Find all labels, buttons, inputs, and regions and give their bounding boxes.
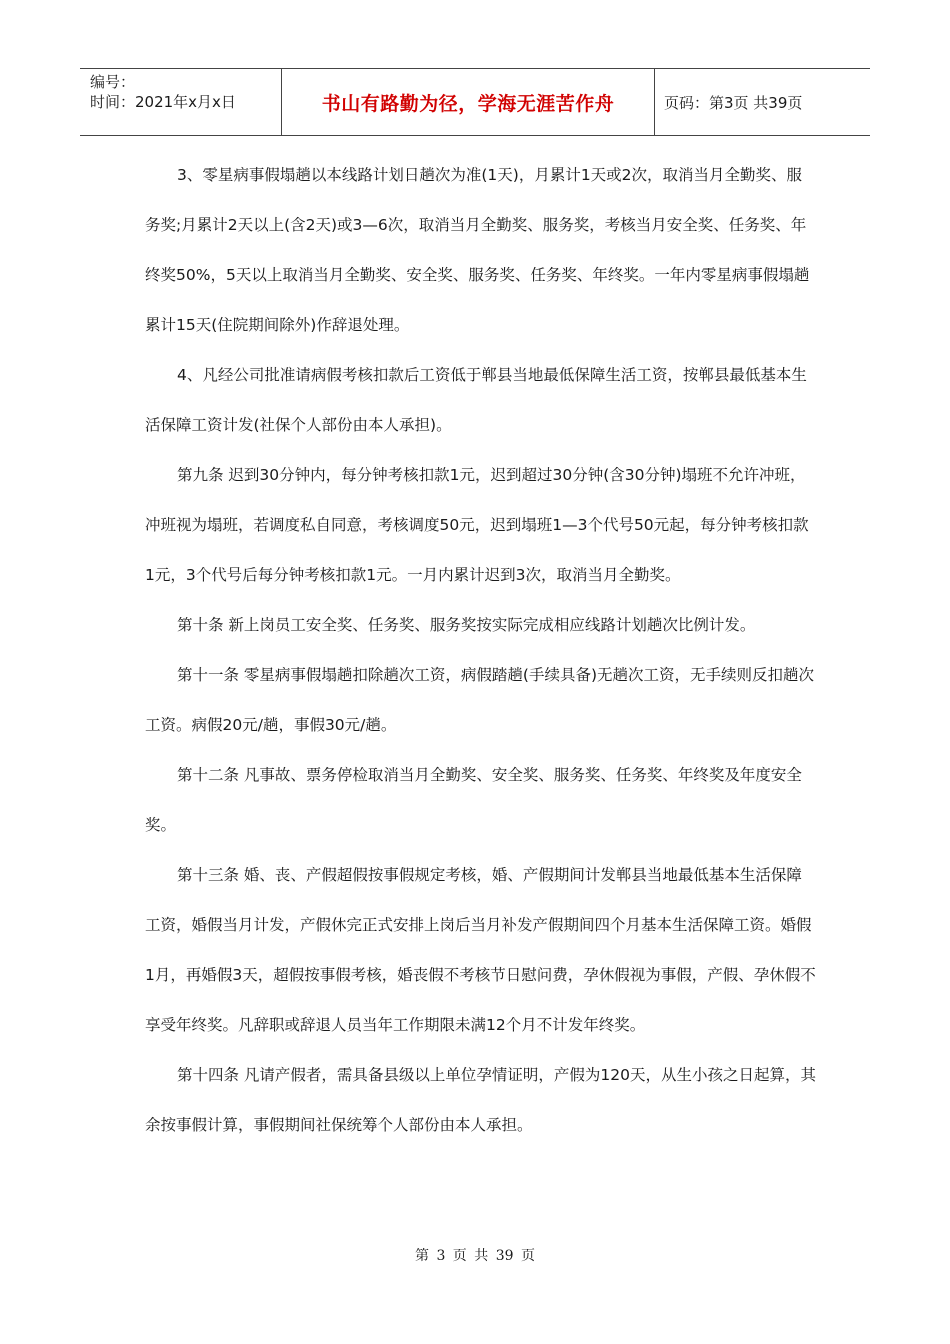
header-divider-right [654,69,655,136]
paragraph-item-4: 4、凡经公司批准请病假考核扣款后工资低于郸县当地最低保障生活工资，按郸县最低基本生活保障工资计发(社保个人部份由本人承担)。 [145,366,807,434]
document-body [145,150,817,1150]
document-number: 编号： [90,73,136,91]
header-page-number: 页码：第3页 共39页 [664,94,803,112]
article-10: 第十条 新上岗员工安全奖、任务奖、服务奖按实际完成相应线路计划趟次比例计发。 [177,616,756,634]
article-13: 第十三条 婚、丧、产假超假按事假规定考核，婚、产假期间计发郸县当地最低基本生活保障工资，婚假当月计发，产假休完正式安排上岗后当月补发产假期间四个月基本生活保障工资。婚假1月，再婚假3天，超假按事假考核，婚丧假不考核节日慰问费，孕休假视为事假，产假、孕休假不享受年终奖。凡辞职或辞退人员当年工作期限未满12个月不计发年终奖。 [145,866,816,1034]
header-motto: 书山有路勤为径，学海无涯苦作舟 [321,93,615,115]
article-12: 第十二条 凡事故、票务停检取消当月全勤奖、安全奖、服务奖、任务奖、年终奖及年度安全奖。 [145,766,802,834]
header-meta [90,72,280,112]
page-header [80,68,870,136]
paragraph-item-3: 3、零星病事假塌趟以本线路计划日趟次为准(1天)，月累计1天或2次，取消当月全勤奖、服务奖;月累计2天以上(含2天)或3—6次，取消当月全勤奖、服务奖，考核当月安全奖、任务奖、年终奖50%，5天以上取消当月全勤奖、安全奖、服务奖、任务奖、年终奖。一年内零星病事假塌趟累计15天(住院期间除外)作辞退处理。 [145,166,810,334]
article-9: 第九条 迟到30分钟内，每分钟考核扣款1元，迟到超过30分钟(含30分钟)塌班不允许冲班，冲班视为塌班，若调度私自同意，考核调度50元，迟到塌班1—3个代号50元起，每分钟考核扣款1元，3个代号后每分钟考核扣款1元。一月内累计迟到3次，取消当月全勤奖。 [145,466,809,584]
document-date: 时间：2021年x月x日 [90,93,236,111]
article-14: 第十四条 凡请产假者，需具备县级以上单位孕情证明，产假为120天，从生小孩之日起算，其余按事假计算，事假期间社保统筹个人部份由本人承担。 [145,1066,817,1134]
page-footer: 第 3 页 共 39 页 [415,1248,535,1264]
article-11: 第十一条 零星病事假塌趟扣除趟次工资，病假踏趟(手续具备)无趟次工资，无手续则反扣趟次工资。病假20元/趟，事假30元/趟。 [145,666,815,734]
